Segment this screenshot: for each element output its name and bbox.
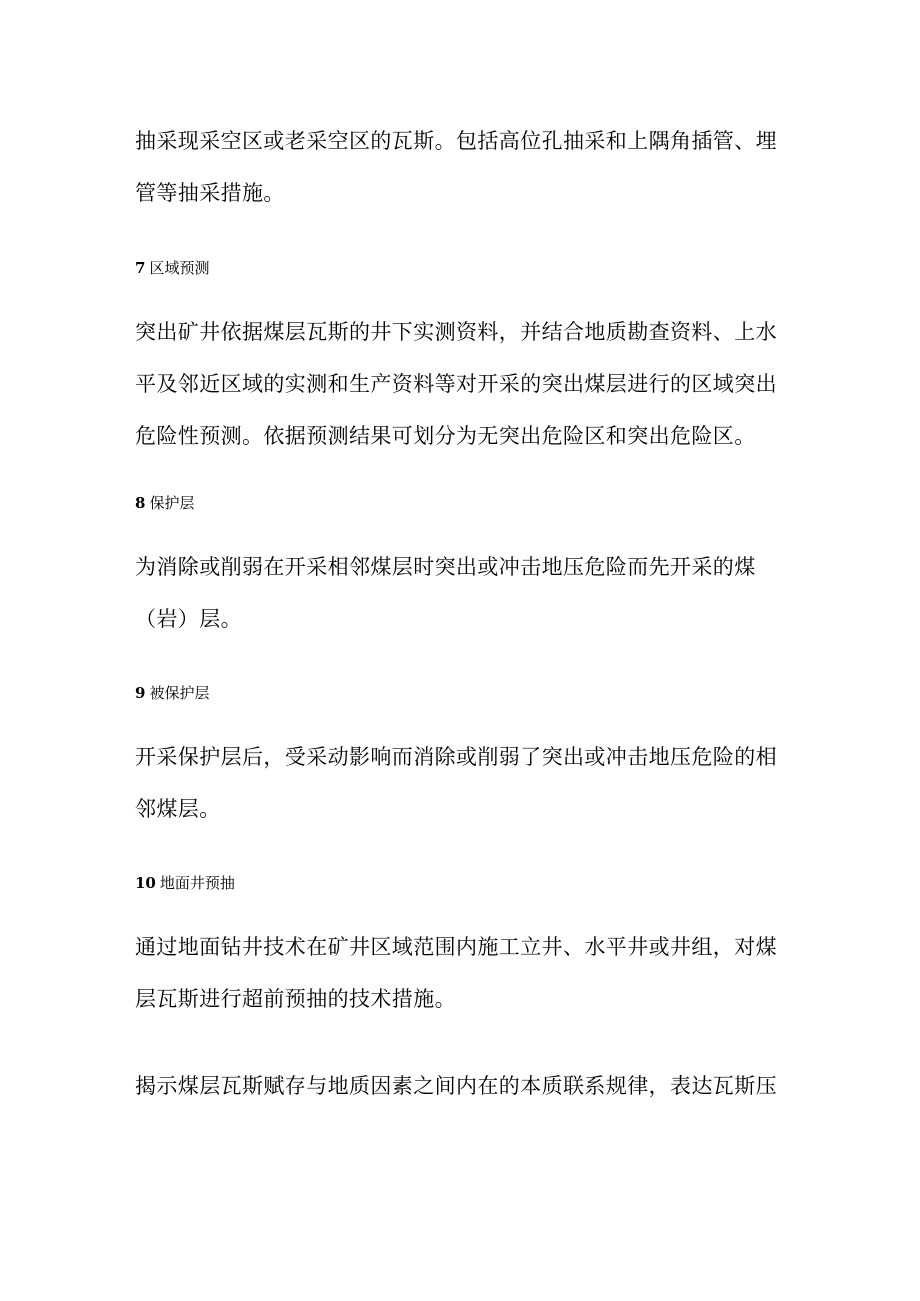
paragraph-surface-well-predrainage: 通过地面钻井技术在矿井区域范围内施工立井、水平井或井组，对煤层瓦斯进行超前预抽的技术措施。 — [135, 935, 777, 1011]
section-heading-7 — [135, 256, 209, 280]
paragraph-regional-prediction: 突出矿井依据煤层瓦斯的井下实测资料，并结合地质勘查资料、上水平及邻近区域的实测和生产资料等对开采的突出煤层进行的区域突出危险性预测。依据预测结果可划分为无突出危险区和突出危险区。 — [135, 320, 777, 448]
section-number: 8 — [135, 494, 146, 512]
section-number: 7 — [135, 259, 146, 277]
section-heading-9 — [135, 681, 209, 705]
paragraph-protective-layer: 为消除或削弱在开采相邻煤层时突出或冲击地压危险而先开采的煤（岩）层。 — [135, 555, 756, 631]
section-title: 保护层 — [149, 494, 195, 512]
paragraph-protected-layer: 开采保护层后，受采动影响而消除或削弱了突出或冲击地压危险的相邻煤层。 — [135, 745, 777, 821]
section-title: 被保护层 — [149, 684, 210, 702]
section-title: 区域预测 — [149, 259, 210, 277]
section-number: 9 — [135, 684, 146, 702]
paragraph-goaf-drainage: 抽采现采空区或老采空区的瓦斯。包括高位孔抽采和上隅角插管、埋管等抽采措施。 — [135, 129, 777, 205]
section-number: 10 — [135, 874, 156, 892]
section-title: 地面井预抽 — [159, 874, 235, 892]
section-heading-10 — [135, 871, 235, 895]
section-heading-8 — [135, 491, 194, 515]
paragraph-gas-geology-law: 揭示煤层瓦斯赋存与地质因素之间内在的本质联系规律，表达瓦斯压 — [135, 1074, 777, 1098]
